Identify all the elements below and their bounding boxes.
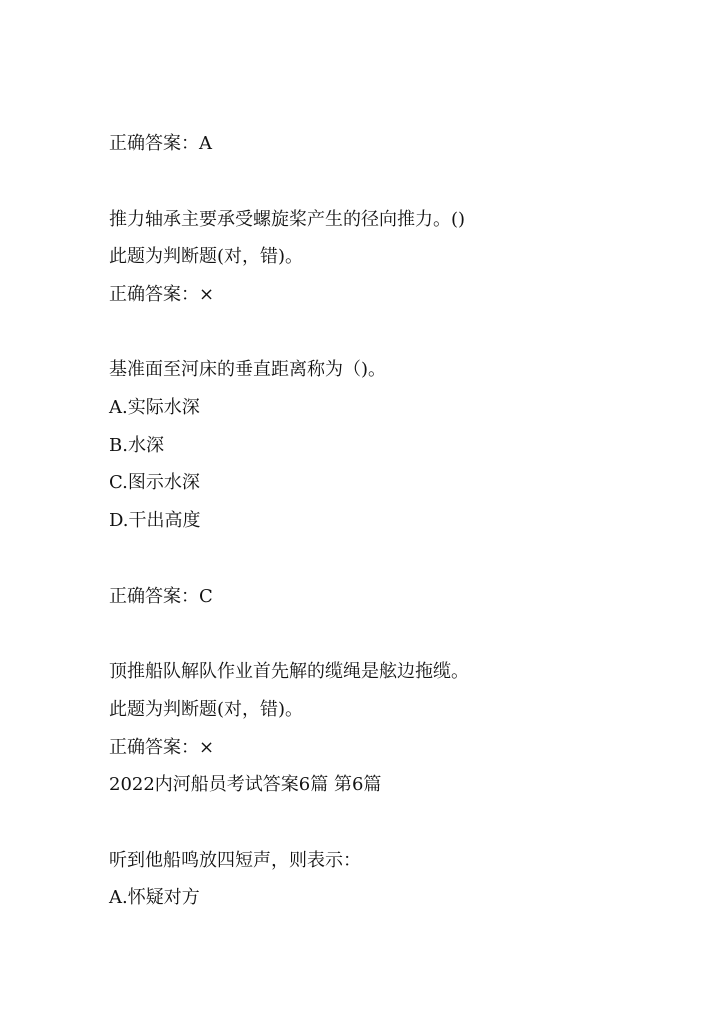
question-text: 顶推船队解队作业首先解的缆绳是舷边拖缆。 xyxy=(109,661,469,682)
option-d: D.干出高度 xyxy=(109,510,201,531)
question-text: 推力轴承主要承受螺旋桨产生的径向推力。() xyxy=(109,209,466,230)
question-text: 基准面至河床的垂直距离称为（)。 xyxy=(109,359,387,380)
answer-line: 正确答案：A xyxy=(109,133,212,154)
option-a: A.怀疑对方 xyxy=(109,887,200,908)
option-a: A.实际水深 xyxy=(109,397,200,418)
answer-line: 正确答案：× xyxy=(109,284,215,305)
question-type-note: 此题为判断题(对，错)。 xyxy=(109,246,304,267)
section-heading: 2022内河船员考试答案6篇 第6篇 xyxy=(109,774,382,795)
question-text: 听到他船鸣放四短声，则表示： xyxy=(109,850,361,871)
option-b: B.水深 xyxy=(109,435,164,456)
answer-line: 正确答案：C xyxy=(109,586,213,607)
option-c: C.图示水深 xyxy=(109,472,200,493)
answer-line: 正确答案：× xyxy=(109,737,215,758)
question-type-note: 此题为判断题(对，错)。 xyxy=(109,699,304,720)
